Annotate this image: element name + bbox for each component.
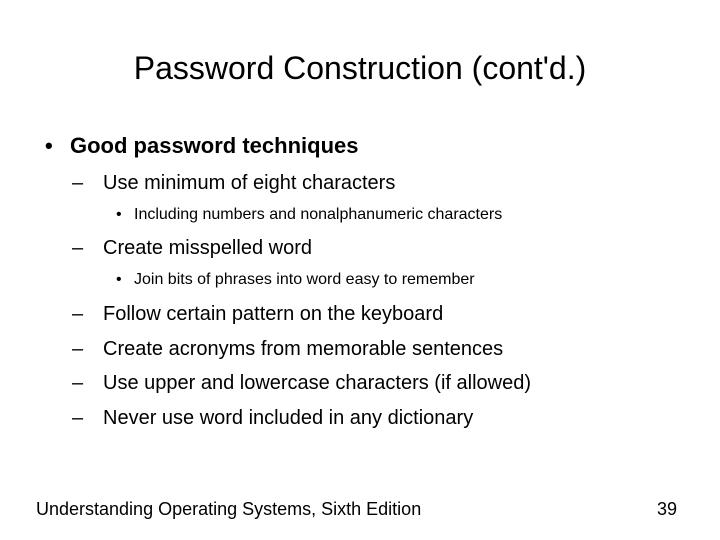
sub-item-text: Including numbers and nonalphanumeric characters	[134, 206, 503, 223]
item-text: Use upper and lowercase characters (if allowed)	[103, 372, 531, 394]
dot-bullet: •	[116, 271, 122, 288]
heading-bullet-point	[45, 131, 358, 161]
item-text: Create misspelled word	[103, 237, 312, 259]
item-text: Use minimum of eight characters	[103, 172, 396, 194]
list-item	[72, 404, 473, 432]
dot-bullet: •	[116, 206, 122, 223]
heading-text: Good password techniques	[70, 133, 359, 158]
sub-list-item	[116, 269, 475, 291]
sub-item-text: Join bits of phrases into word easy to remember	[134, 271, 475, 288]
dash-bullet: –	[72, 172, 84, 194]
dash-bullet: –	[72, 303, 84, 325]
dash-bullet: –	[72, 338, 84, 360]
item-text: Follow certain pattern on the keyboard	[103, 303, 444, 325]
dash-bullet: –	[72, 407, 84, 429]
slide-title: Password Construction (cont'd.)	[133, 50, 587, 86]
item-text: Create acronyms from memorable sentences	[103, 338, 504, 360]
list-item	[72, 369, 531, 397]
heading-bullet: •	[45, 133, 53, 158]
list-item	[72, 234, 312, 262]
list-item	[72, 335, 503, 363]
list-item	[72, 169, 395, 197]
page-number: 39	[656, 499, 677, 519]
item-text: Never use word included in any dictionary	[103, 407, 474, 429]
dash-bullet: –	[72, 237, 84, 259]
footer-source: Understanding Operating Systems, Sixth Edition	[36, 499, 422, 519]
dash-bullet: –	[72, 372, 84, 394]
sub-list-item	[116, 204, 502, 226]
list-item	[72, 300, 443, 328]
